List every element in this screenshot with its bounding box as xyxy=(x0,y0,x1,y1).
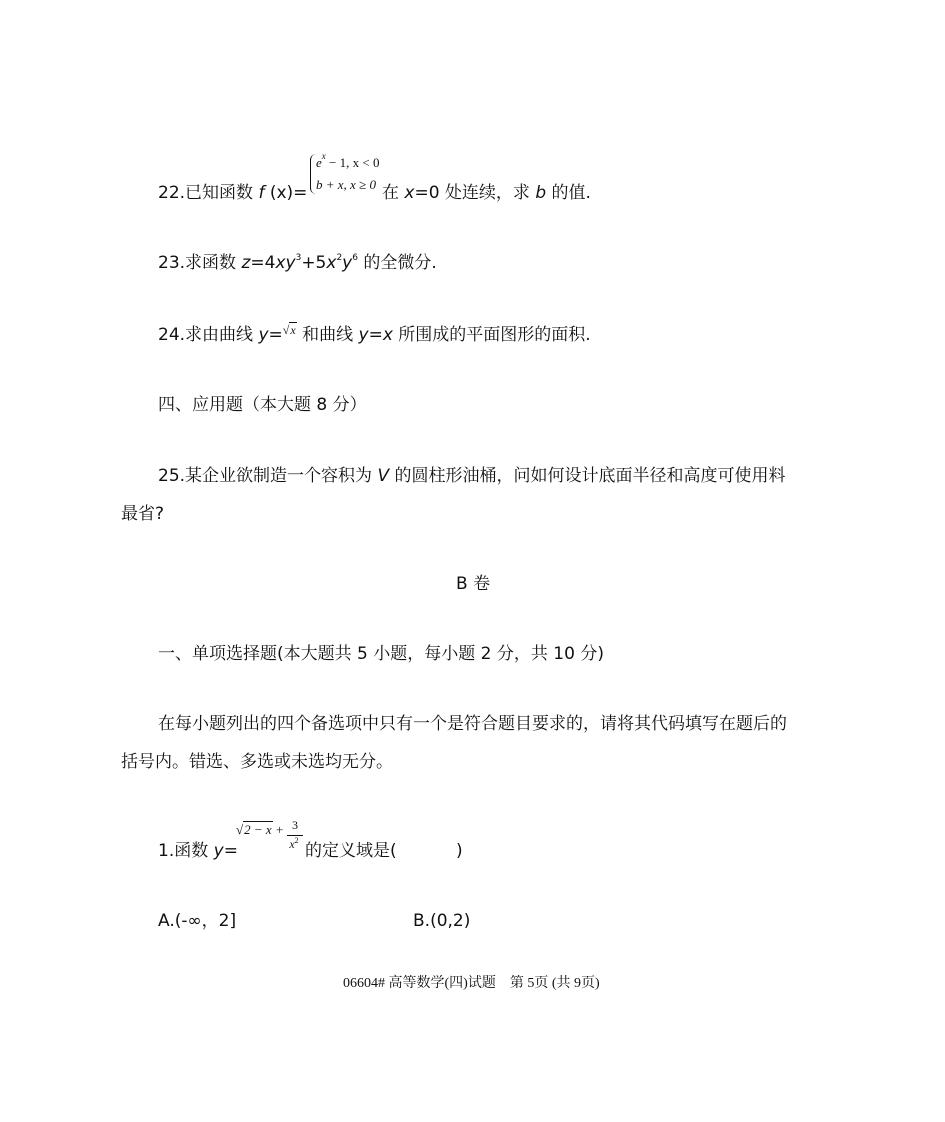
section-heading-1: 一、单项选择题(本大题共 5 小题，每小题 2 分，共 10 分) xyxy=(158,644,604,664)
question-1-answer-close: ) xyxy=(456,841,463,861)
q1-fraction-denominator: $x^2$ xyxy=(289,836,299,851)
piecewise-case-1: $e^x - 1$, x < 0 xyxy=(316,151,380,170)
instructions-line-1: 在每小题列出的四个备选项中只有一个是符合题目要求的，请将其代码填写在题后的 xyxy=(158,714,787,734)
question-22: 22.已知函数 f (x)= xyxy=(158,183,308,203)
section-heading-4: 四、应用题（本大题 8 分） xyxy=(158,395,367,415)
piecewise-case-2: b + x, x ≥ 0 xyxy=(316,177,376,192)
instructions-line-2: 括号内。错选、多选或未选均无分。 xyxy=(121,752,393,772)
question-23: 23.求函数 $z=4xy^3+5x^2y^6$ 的全微分. xyxy=(158,253,437,273)
question-24: 24.求由曲线 y=$^{√x}$ 和曲线 y=x 所围成的平面图形的面积. xyxy=(158,323,591,345)
option-a: A.(-∞，2] xyxy=(158,911,237,931)
question-1-suffix: 的定义域是( xyxy=(305,841,397,861)
question-25-line-2: 最省? xyxy=(121,504,165,524)
q1-sqrt-term: √2 − x + xyxy=(236,822,284,837)
question-22-suffix: 在 x=0 处连续，求 b 的值. xyxy=(382,183,591,203)
page-footer: 06604# 高等数学(四)试题 第 5页 (共 9页) xyxy=(343,976,600,991)
paper-b-title: B 卷 xyxy=(456,574,491,594)
question-25-line-1: 25.某企业欲制造一个容积为 V 的圆柱形油桶，问如何设计底面半径和高度可使用料 xyxy=(158,466,786,486)
question-1: 1.函数 y= xyxy=(158,841,238,861)
q1-fraction-numerator: 3 xyxy=(292,818,298,832)
option-b: B.(0,2) xyxy=(413,911,471,931)
